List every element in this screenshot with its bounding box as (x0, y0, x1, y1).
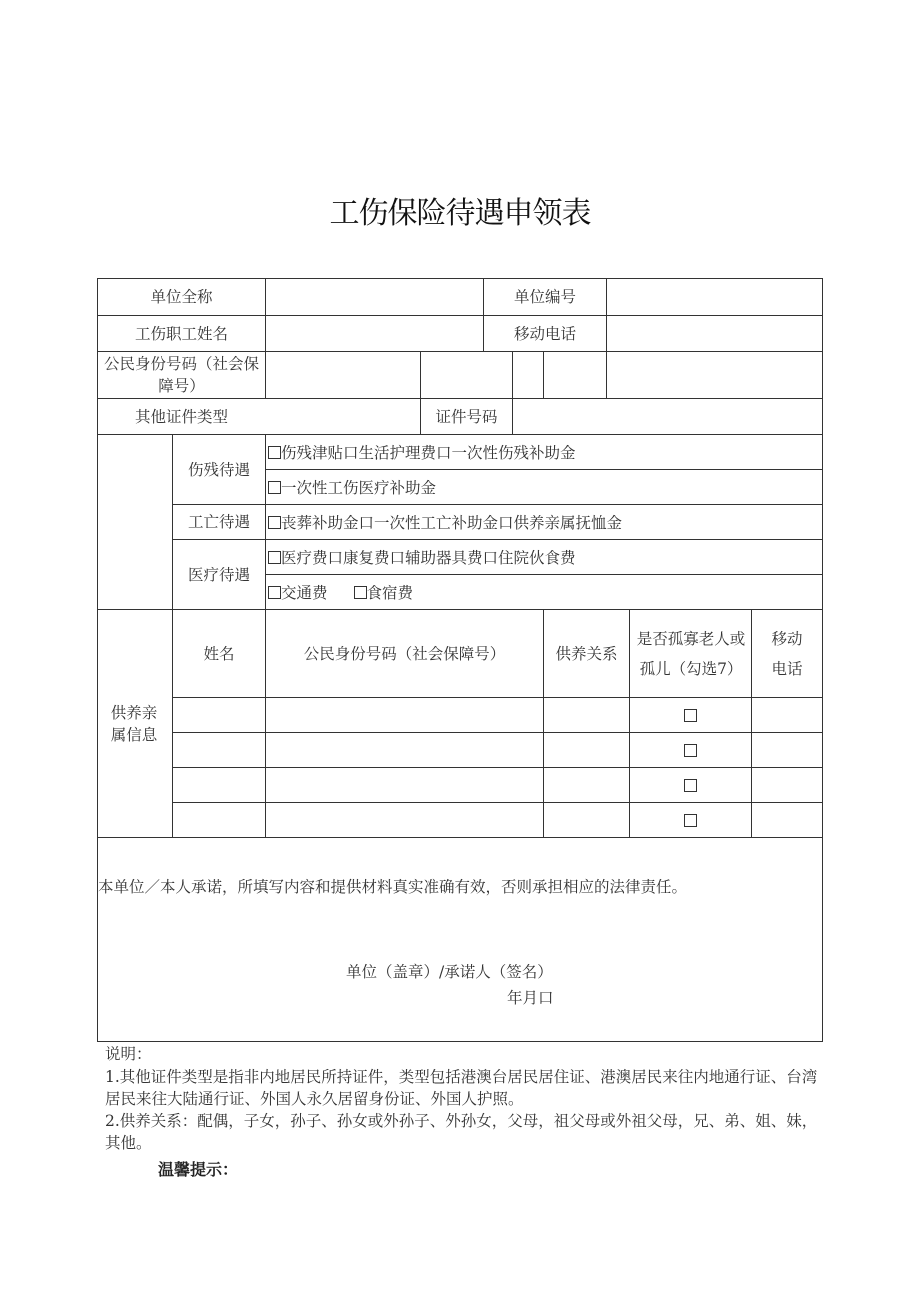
table-row[interactable] (173, 733, 822, 767)
unit-code-field[interactable] (607, 279, 822, 315)
checkbox[interactable] (268, 551, 281, 564)
page-title: 工伤保险待遇申领表 (329, 196, 591, 231)
note-1: 1.其他证件类型是指非内地居民所持证件，类型包括港澳台居民居住证、港澳居民来往内地通行证、台湾居民来往大陆通行证、外国人永久居留身份证、外国人护照。 (105, 1068, 818, 1108)
medical-options-row-2[interactable] (268, 575, 413, 609)
col-relation-header: 供养关系 (555, 644, 618, 663)
checkbox[interactable] (268, 586, 281, 599)
id-number-field[interactable] (266, 352, 822, 398)
cert-no-field[interactable] (513, 399, 822, 434)
col-name-header: 姓名 (203, 644, 235, 663)
commitment-text: 本单位／本人承诺，所填写内容和提供材料真实准确有效，否则承担相应的法律责任。 (98, 878, 688, 896)
table-row[interactable] (173, 698, 822, 732)
note-2: 2.供养关系：配偶，子女，孙子、孙女或外孙子、外孙女，父母，祖父母或外祖父母，兄、弟、姐、妹，其他。 (105, 1112, 818, 1152)
medical-benefits-label: 医疗待遇 (187, 565, 250, 584)
mobile-label: 移动电话 (513, 324, 576, 343)
dependents-section-label: 供养亲属信息 (110, 703, 158, 744)
checkbox[interactable] (268, 516, 281, 529)
unit-name-field[interactable] (266, 279, 483, 315)
date-line: 年月口 (507, 989, 554, 1007)
cert-no-label: 证件号码 (435, 407, 498, 426)
unit-code-label: 单位编号 (513, 288, 576, 306)
orphan-checkbox[interactable] (684, 814, 697, 827)
notes-heading: 说明： (105, 1045, 152, 1063)
transport-fee-option: 交通费 (281, 584, 328, 602)
checkbox[interactable] (268, 481, 281, 494)
disability-options-row-1[interactable]: 伤残津贴口生活护理费口一次性伤残补助金 (268, 435, 576, 469)
col-orphan-header: 是否孤寡老人或孤儿（勾选7） (636, 629, 746, 678)
mobile-field[interactable] (607, 316, 822, 351)
death-benefits-label: 工亡待遇 (187, 513, 250, 531)
disability-options-row-2[interactable]: 一次性工伤医疗补助金 (268, 470, 436, 504)
worker-name-field[interactable] (266, 316, 483, 351)
signature-line: 单位（盖章）/承诺人（签名） (346, 963, 553, 981)
checkbox[interactable] (354, 586, 367, 599)
other-cert-type-label: 其他证件类型 (134, 407, 228, 426)
death-options-row[interactable]: 丧葬补助金口一次性工亡补助金口供养亲属抚恤金 (268, 505, 622, 539)
lodging-fee-option: 食宿费 (366, 584, 414, 602)
table-row[interactable] (173, 768, 822, 802)
orphan-checkbox[interactable] (684, 744, 697, 757)
disability-benefits-label: 伤残待遇 (187, 460, 250, 479)
medical-options-row-1[interactable]: 医疗费口康复费口辅助器具费口住院伙食费 (268, 540, 576, 574)
table-row[interactable] (173, 803, 822, 837)
orphan-checkbox[interactable] (684, 709, 697, 722)
orphan-checkbox[interactable] (684, 779, 697, 792)
col-mobile-header: 移动电话 (771, 629, 803, 678)
checkbox[interactable] (268, 446, 281, 459)
worker-name-label: 工伤职工姓名 (134, 324, 228, 343)
warm-tip: 温馨提示： (158, 1160, 239, 1179)
col-id-header: 公民身份号码（社会保障号） (303, 644, 506, 663)
id-label: 公民身份号码（社会保障号） (104, 355, 260, 395)
unit-name-label: 单位全称 (150, 288, 213, 306)
other-cert-type-field[interactable] (266, 399, 420, 434)
